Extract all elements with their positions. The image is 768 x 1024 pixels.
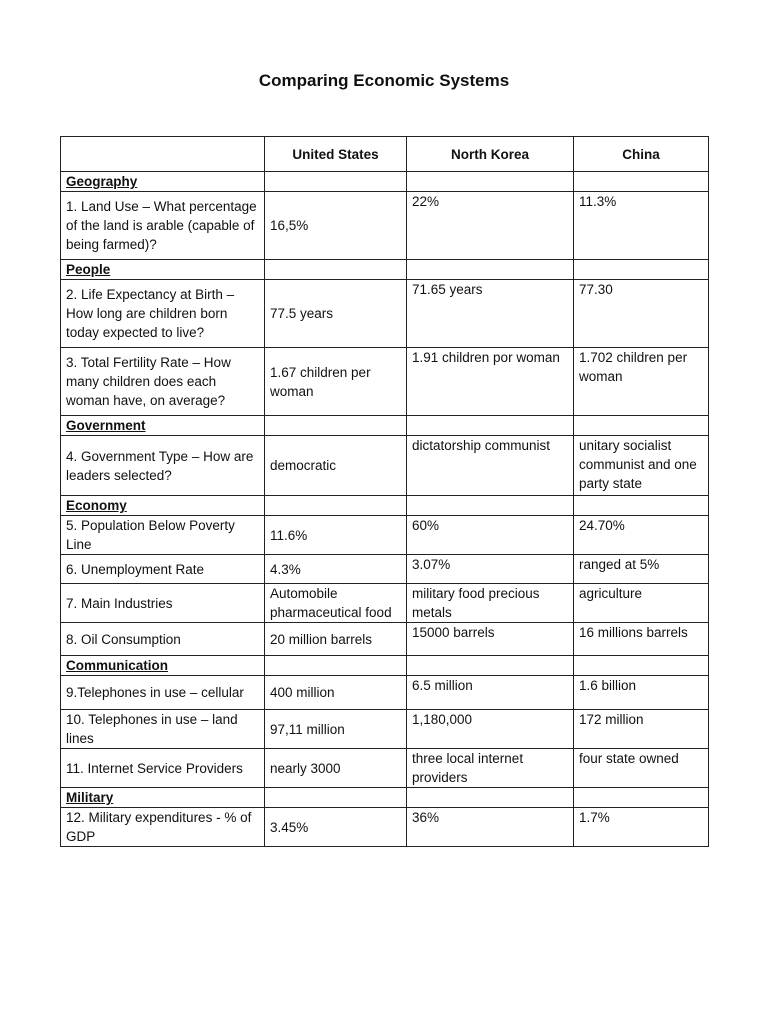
- section-row-communication: [61, 656, 709, 676]
- question-cell: 7. Main Industries: [61, 584, 265, 623]
- cn-value-cell: 1.6 billion: [574, 676, 709, 710]
- cn-value-cell: 1.702 children per woman: [574, 348, 709, 416]
- nk-value-cell: three local internet providers: [407, 749, 574, 788]
- nk-value-cell: dictatorship communist: [407, 436, 574, 496]
- table-row: [61, 436, 709, 496]
- table-row: [61, 584, 709, 623]
- nk-value-cell: 60%: [407, 516, 574, 555]
- cn-value-cell: agriculture: [574, 584, 709, 623]
- section-row-people: [61, 260, 709, 280]
- question-cell: 8. Oil Consumption: [61, 623, 265, 656]
- section-label: Economy: [61, 496, 265, 516]
- question-cell: 10. Telephones in use – land lines: [61, 710, 265, 749]
- us-value-cell: 400 million: [265, 676, 407, 710]
- nk-value-cell: military food precious metals: [407, 584, 574, 623]
- column-header-united-states: United States: [265, 137, 407, 172]
- nk-value-cell: 15000 barrels: [407, 623, 574, 656]
- us-value-cell: 20 million barrels: [265, 623, 407, 656]
- us-value-cell: 77.5 years: [265, 280, 407, 348]
- nk-value-cell: 1.91 children por woman: [407, 348, 574, 416]
- table-row: [61, 623, 709, 656]
- cn-value-cell: ranged at 5%: [574, 555, 709, 584]
- section-row-geography: [61, 172, 709, 192]
- table-row: [61, 348, 709, 416]
- section-label: Government: [61, 416, 265, 436]
- section-row-military: [61, 788, 709, 808]
- section-label: People: [61, 260, 265, 280]
- cn-value-cell: 24.70%: [574, 516, 709, 555]
- question-cell: 4. Government Type – How are leaders selected?: [61, 436, 265, 496]
- column-header-blank: [61, 137, 265, 172]
- cn-value-cell: 77.30: [574, 280, 709, 348]
- us-value-cell: 1.67 children per woman: [265, 348, 407, 416]
- table-row: [61, 749, 709, 788]
- us-value-cell: Automobile pharmaceutical food: [265, 584, 407, 623]
- question-cell: 12. Military expenditures - % of GDP: [61, 808, 265, 847]
- us-value-cell: democratic: [265, 436, 407, 496]
- column-header-china: China: [574, 137, 709, 172]
- us-value-cell: nearly 3000: [265, 749, 407, 788]
- section-label: Geography: [61, 172, 265, 192]
- section-label: Communication: [61, 656, 265, 676]
- question-cell: 1. Land Use – What percentage of the land is arable (capable of being farmed)?: [61, 192, 265, 260]
- question-cell: 3. Total Fertility Rate – How many children does each woman have, on average?: [61, 348, 265, 416]
- question-cell: 2. Life Expectancy at Birth – How long are children born today expected to live?: [61, 280, 265, 348]
- nk-value-cell: 22%: [407, 192, 574, 260]
- us-value-cell: 11.6%: [265, 516, 407, 555]
- comparison-table: [60, 136, 709, 847]
- table-row: [61, 192, 709, 260]
- cn-value-cell: 16 millions barrels: [574, 623, 709, 656]
- table-row: [61, 555, 709, 584]
- nk-value-cell: 71.65 years: [407, 280, 574, 348]
- table-row: [61, 808, 709, 847]
- page-title: Comparing Economic Systems: [258, 71, 510, 90]
- nk-value-cell: 6.5 million: [407, 676, 574, 710]
- table-row: [61, 516, 709, 555]
- table-row: [61, 676, 709, 710]
- us-value-cell: 97,11 million: [265, 710, 407, 749]
- question-cell: 9.Telephones in use – cellular: [61, 676, 265, 710]
- cn-value-cell: 172 million: [574, 710, 709, 749]
- cn-value-cell: 1.7%: [574, 808, 709, 847]
- section-row-government: [61, 416, 709, 436]
- table-row: [61, 710, 709, 749]
- nk-value-cell: 3.07%: [407, 555, 574, 584]
- column-header-north-korea: North Korea: [407, 137, 574, 172]
- cn-value-cell: four state owned: [574, 749, 709, 788]
- cn-value-cell: 11.3%: [574, 192, 709, 260]
- nk-value-cell: 1,180,000: [407, 710, 574, 749]
- question-cell: 11. Internet Service Providers: [61, 749, 265, 788]
- table-header-row: [61, 137, 709, 172]
- table-row: [61, 280, 709, 348]
- nk-value-cell: 36%: [407, 808, 574, 847]
- question-cell: 5. Population Below Poverty Line: [61, 516, 265, 555]
- section-label: Military: [61, 788, 265, 808]
- us-value-cell: 3.45%: [265, 808, 407, 847]
- question-cell: 6. Unemployment Rate: [61, 555, 265, 584]
- section-row-economy: [61, 496, 709, 516]
- us-value-cell: 16,5%: [265, 192, 407, 260]
- cn-value-cell: unitary socialist communist and one party state: [574, 436, 709, 496]
- us-value-cell: 4.3%: [265, 555, 407, 584]
